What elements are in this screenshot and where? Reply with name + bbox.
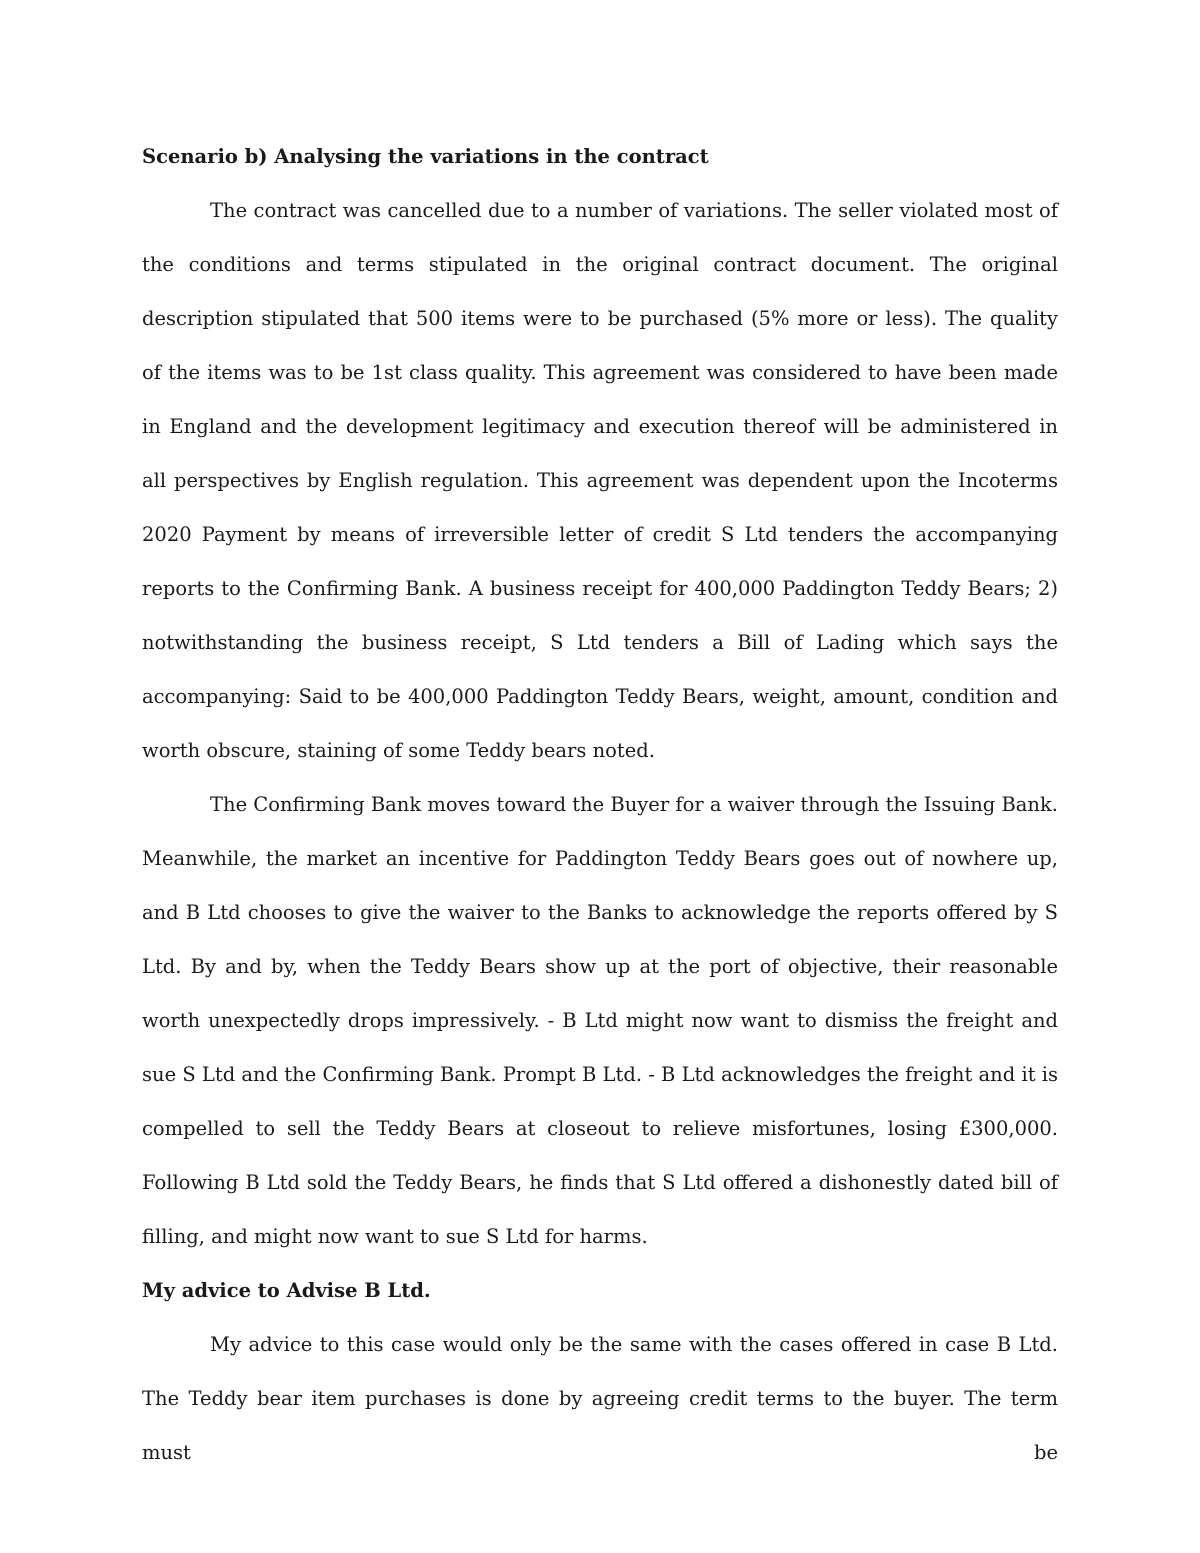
section-heading-scenario-b: Scenario b) Analysing the variations in the contract — [142, 145, 709, 168]
body-paragraph: My advice to this case would only be the same with the cases offered in case B Ltd. The Teddy bear item purchases is done by agreeing credit terms to the buyer. The term must be — [142, 1333, 1058, 1464]
document-body — [142, 130, 1058, 1480]
body-paragraph: The contract was cancelled due to a number of variations. The seller violated most of the conditions and terms stipulated in the original contract document. The original description stipulated that 500 items were to be purchased (5% more or less). The quality of the items was to be 1st class quality. This agreement was considered to have been made in England and the development legitimacy and execution thereof will be administered in all perspectives by English regulation. This agreement was dependent upon the Incoterms 2020 Payment by means of irreversible letter of credit S Ltd tenders the accompanying reports to the Confirming Bank. A business receipt for 400,000 Paddington Teddy Bears; 2) notwithstanding the business receipt, S Ltd tenders a Bill of Lading which says the accompanying: Said to be 400,000 Paddington Teddy Bears, weight, amount, condition and worth obscure, staining of some Teddy bears noted. — [142, 199, 1058, 762]
section-heading-advice: My advice to Advise B Ltd. — [142, 1279, 431, 1302]
body-paragraph: The Confirming Bank moves toward the Buyer for a waiver through the Issuing Bank. Meanwhile, the market an incentive for Paddington Teddy Bears goes out of nowhere up, and B Ltd chooses to give the waiver to the Banks to acknowledge the reports offered by S Ltd. By and by, when the Teddy Bears show up at the port of objective, their reasonable worth unexpectedly drops impressively. - B Ltd might now want to dismiss the freight and sue S Ltd and the Confirming Bank. Prompt B Ltd. - B Ltd acknowledges the freight and it is compelled to sell the Teddy Bears at closeout to relieve misfortunes, losing £300,000. Following B Ltd sold the Teddy Bears, he finds that S Ltd offered a dishonestly dated bill of filling, and might now want to sue S Ltd for harms. — [142, 793, 1058, 1248]
